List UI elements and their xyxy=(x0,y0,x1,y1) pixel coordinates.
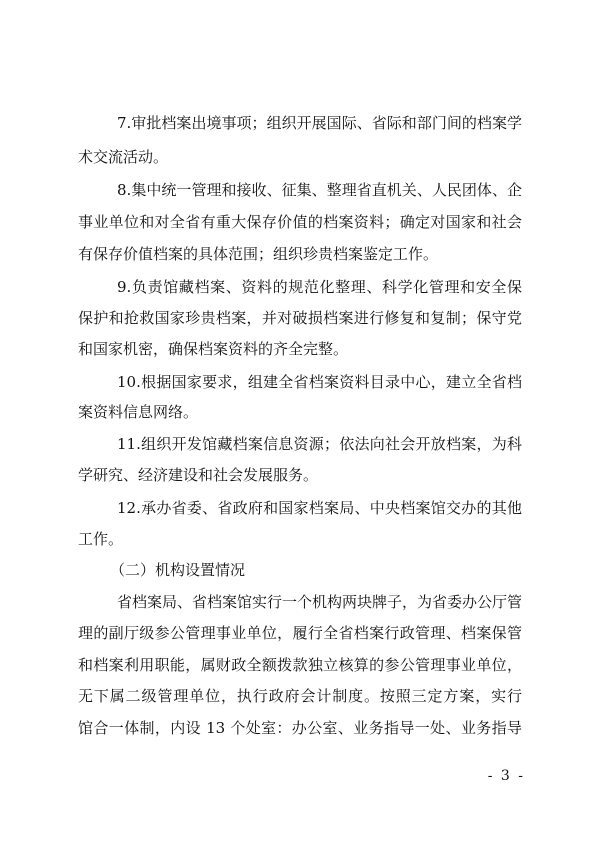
text-line: 馆合一体制，内设 13 个处室：办公室、业务指导一处、业务指导 xyxy=(78,719,522,737)
text-line: 11.组织开发馆藏档案信息资源；依法向社会开放档案，为科 xyxy=(117,435,522,453)
text-line: 9.负责馆藏档案、资料的规范化整理、科学化管理和安全保 xyxy=(117,278,522,296)
text-line: 省档案局、省档案馆实行一个机构两块牌子，为省委办公厅管 xyxy=(117,593,522,611)
text-line: 事业单位和对全省有重大保存价值的档案资料；确定对国家和社会 xyxy=(78,213,522,231)
text-line: 案资料信息网络。 xyxy=(78,403,199,421)
text-line: 和国家机密，确保档案资料的齐全完整。 xyxy=(78,340,349,358)
text-line: 10.根据国家要求，组建全省档案资料目录中心，建立全省档 xyxy=(117,373,522,391)
text-line: 8.集中统一管理和接收、征集、整理省直机关、人民团体、企 xyxy=(117,181,522,199)
text-line: 理的副厅级参公管理事业单位，履行全省档案行政管理、档案保管 xyxy=(78,624,522,642)
section-heading: （二）机构设置情况 xyxy=(110,561,246,579)
text-line: 无下属二级管理单位，执行政府会计制度。按照三定方案，实行 xyxy=(78,687,522,705)
page-number: - 3 - xyxy=(487,768,525,784)
text-line: 有保存价值档案的具体范围；组织珍贵档案鉴定工作。 xyxy=(78,245,439,263)
text-line: 12.承办省委、省政府和国家档案局、中央档案馆交办的其他 xyxy=(117,499,522,517)
text-line: 工作。 xyxy=(78,530,124,548)
text-line: 保护和抢救国家珍贵档案，并对破损档案进行修复和复制；保守党 xyxy=(78,309,522,327)
text-line: 术交流活动。 xyxy=(78,148,169,166)
text-line: 7.审批档案出境事项；组织开展国际、省际和部门间的档案学 xyxy=(117,114,522,132)
text-line: 学研究、经济建设和社会发展服务。 xyxy=(78,466,319,484)
text-line: 和档案利用职能，属财政全额拨款独立核算的参公管理事业单位， xyxy=(78,656,522,674)
